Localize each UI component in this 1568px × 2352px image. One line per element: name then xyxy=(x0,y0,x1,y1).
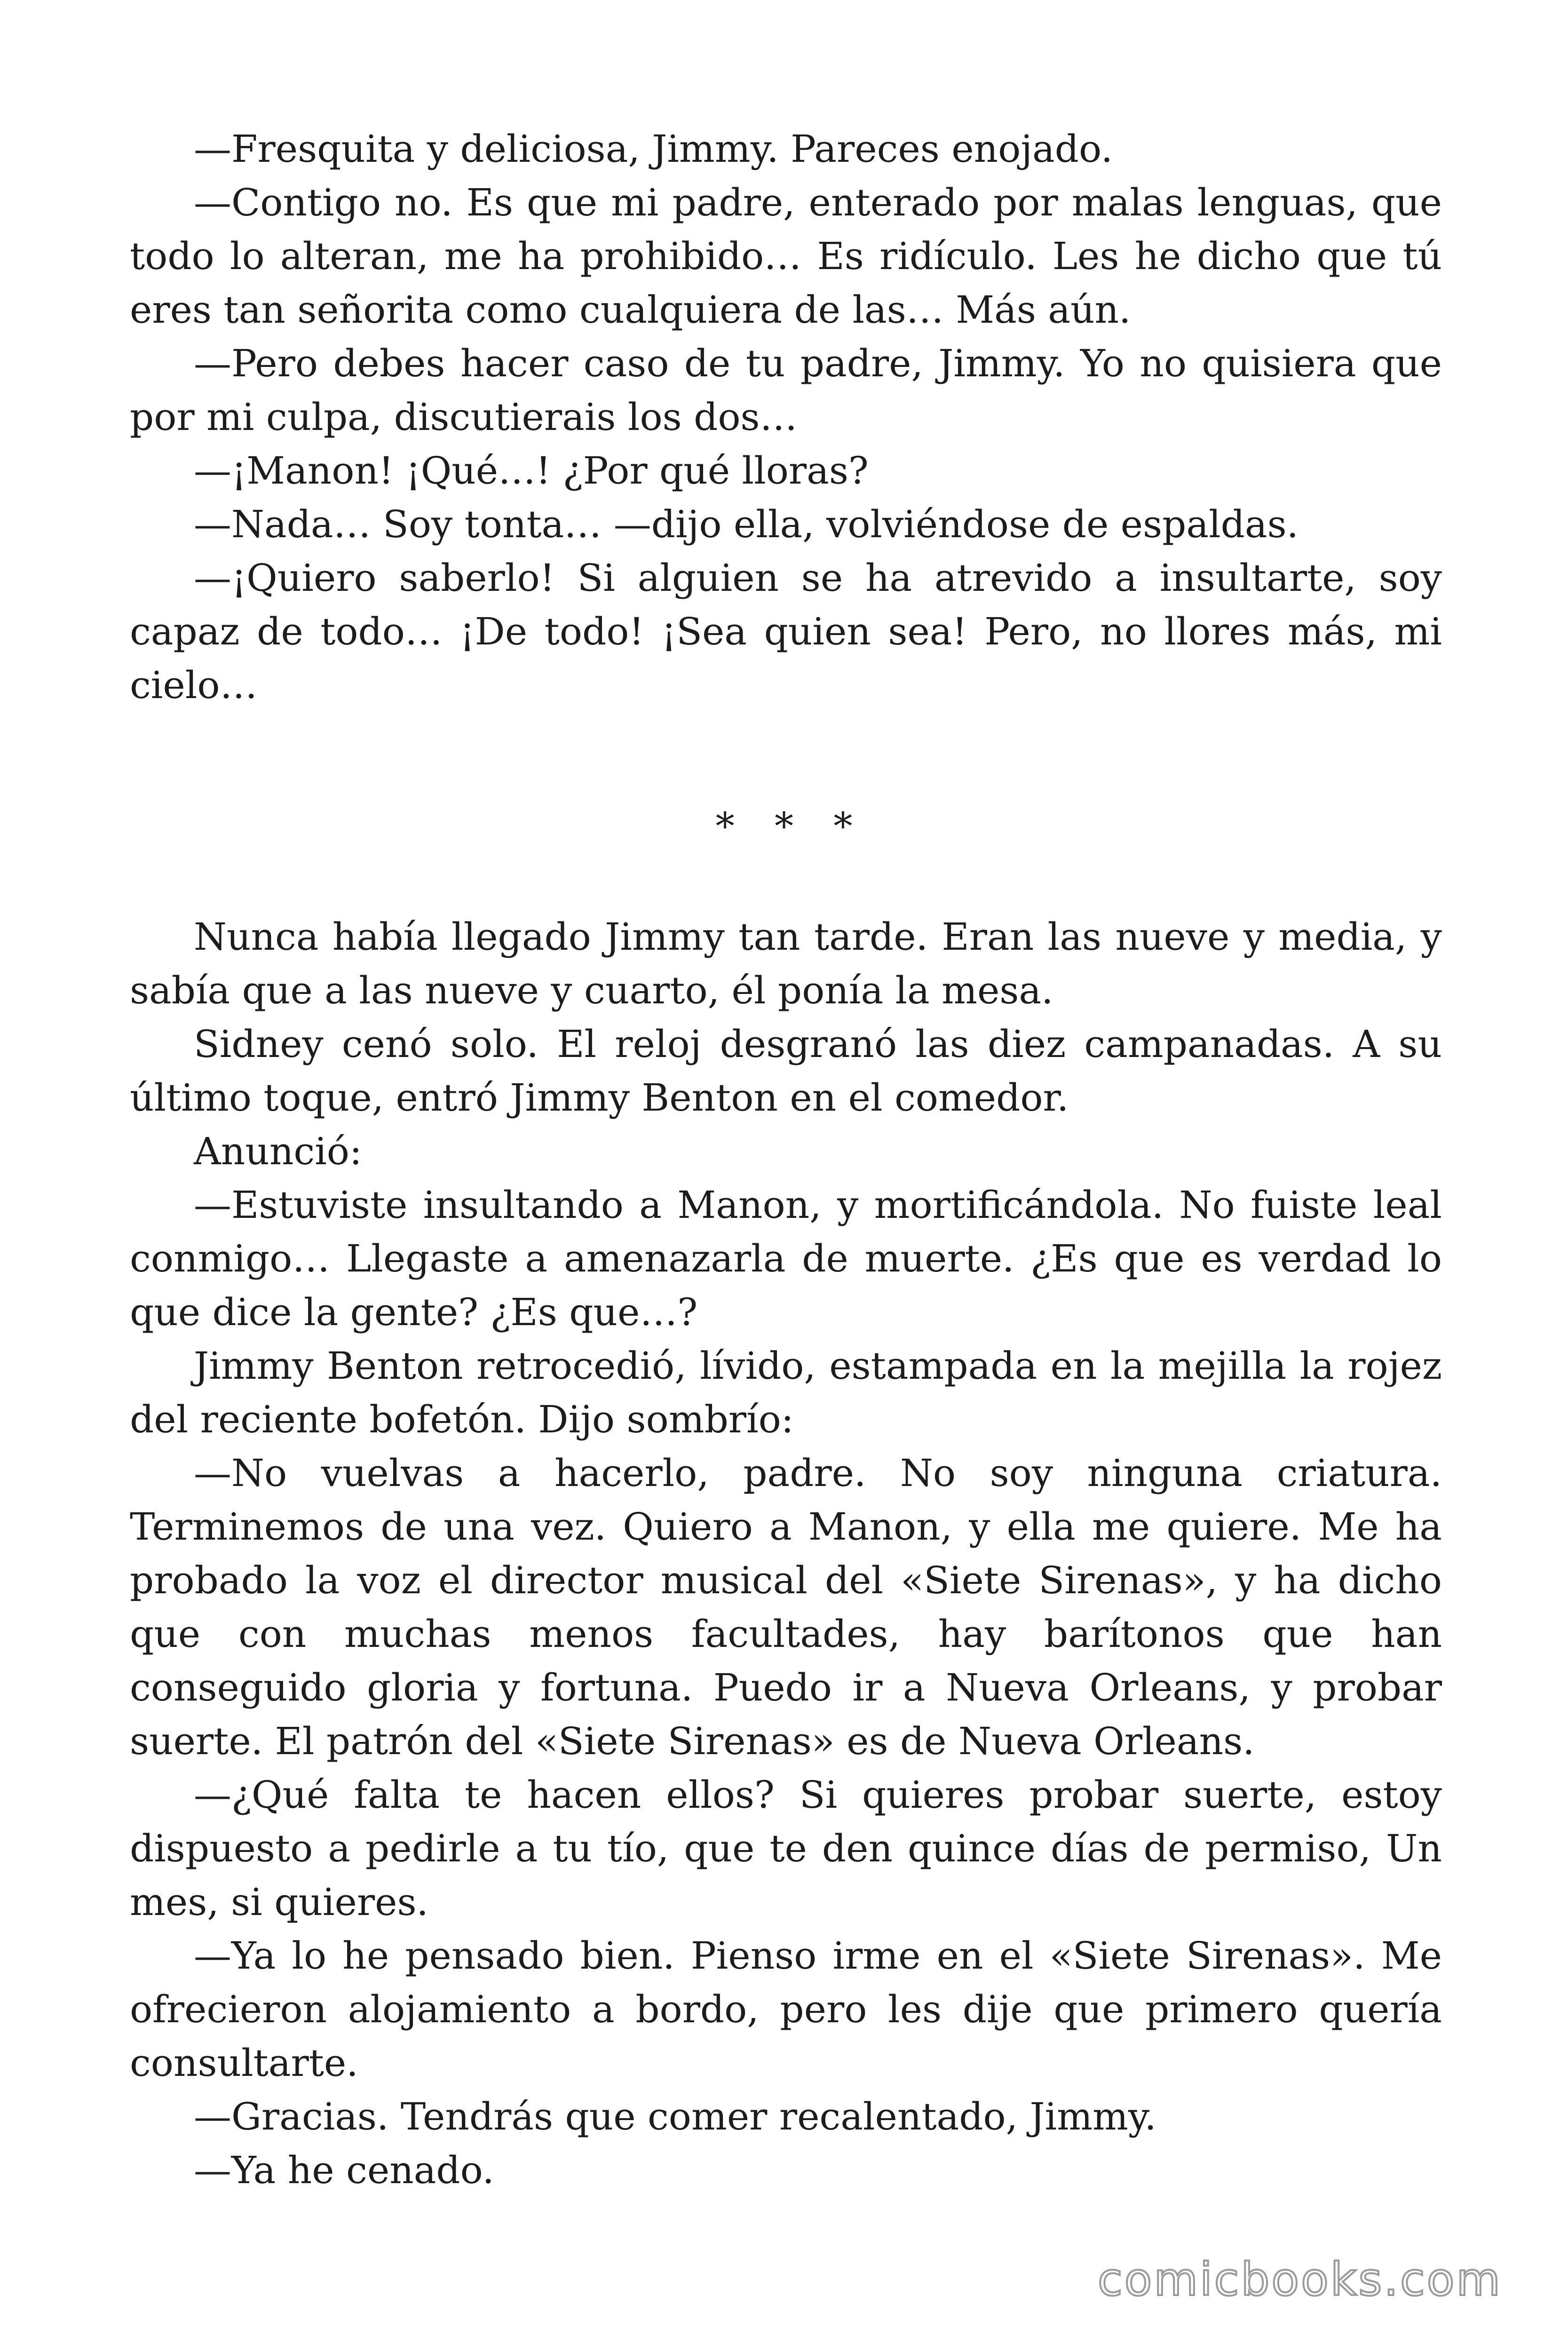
paragraph: —Estuviste insultando a Manon, y mortificándola. No fuiste leal conmigo… Llegaste a amenazarla de muerte. ¿Es que es verdad lo que dice la gente? ¿Es que…? xyxy=(130,1183,1442,1334)
text-section-2 xyxy=(130,910,1442,2197)
paragraph: —Ya lo he pensado bien. Pienso irme en el «Siete Sirenas». Me ofrecieron alojamiento a bordo, pero les dije que primero quería consultarte. xyxy=(130,1934,1442,2085)
paragraph: —Ya he cenado. xyxy=(194,2148,494,2192)
paragraph: Sidney cenó solo. El reloj desgranó las diez campanadas. A su último toque, entró Jimmy Benton en el comedor. xyxy=(130,1022,1442,1120)
section-separator: * * * xyxy=(715,804,867,848)
paragraph: —No vuelvas a hacerlo, padre. No soy ninguna criatura. Terminemos de una vez. Quiero a Manon, y ella me quiere. Me ha probado la voz el director musical del «Siete Sirenas», y ha dicho que con muchas menos facultades, hay barítonos que han conseguido gloria y fortuna. Puedo ir a Nueva Orleans, y probar suerte. El patrón del «Siete Sirenas» es de Nueva Orleans. xyxy=(130,1451,1442,1763)
paragraph: —Contigo no. Es que mi padre, enterado por malas lenguas, que todo lo alteran, me ha prohibido… Es ridículo. Les he dicho que tú eres tan señorita como cualquiera de las… Más aún. xyxy=(130,181,1442,332)
watermark: comicbooks.com xyxy=(1097,2253,1502,2306)
paragraph: —¡Quiero saberlo! Si alguien se ha atrevido a insultarte, soy capaz de todo… ¡De todo! ¡Sea quien sea! Pero, no llores más, mi cielo… xyxy=(130,556,1442,707)
paragraph: Nunca había llegado Jimmy tan tarde. Eran las nueve y media, y sabía que a las nueve y cuarto, él ponía la mesa. xyxy=(130,915,1442,1012)
paragraph: —Pero debes hacer caso de tu padre, Jimmy. Yo no quisiera que por mi culpa, discutierais los dos… xyxy=(130,342,1442,439)
paragraph: —Nada… Soy tonta… —dijo ella, volviéndose de espaldas. xyxy=(194,502,1299,546)
paragraph: Jimmy Benton retrocedió, lívido, estampada en la mejilla la rojez del reciente bofetón. Dijo sombrío: xyxy=(130,1344,1442,1441)
paragraph: —Fresquita y deliciosa, Jimmy. Pareces enojado. xyxy=(194,127,1113,171)
paragraph: —¿Qué falta te hacen ellos? Si quieres probar suerte, estoy dispuesto a pedirle a tu tío, que te den quince días de permiso, Un mes, si quieres. xyxy=(130,1773,1442,1924)
text-section-1 xyxy=(130,122,1442,712)
paragraph: Anunció: xyxy=(194,1129,362,1173)
paragraph: —¡Manon! ¡Qué…! ¿Por qué lloras? xyxy=(194,449,869,493)
paragraph: —Gracias. Tendrás que comer recalentado, Jimmy. xyxy=(194,2095,1156,2138)
